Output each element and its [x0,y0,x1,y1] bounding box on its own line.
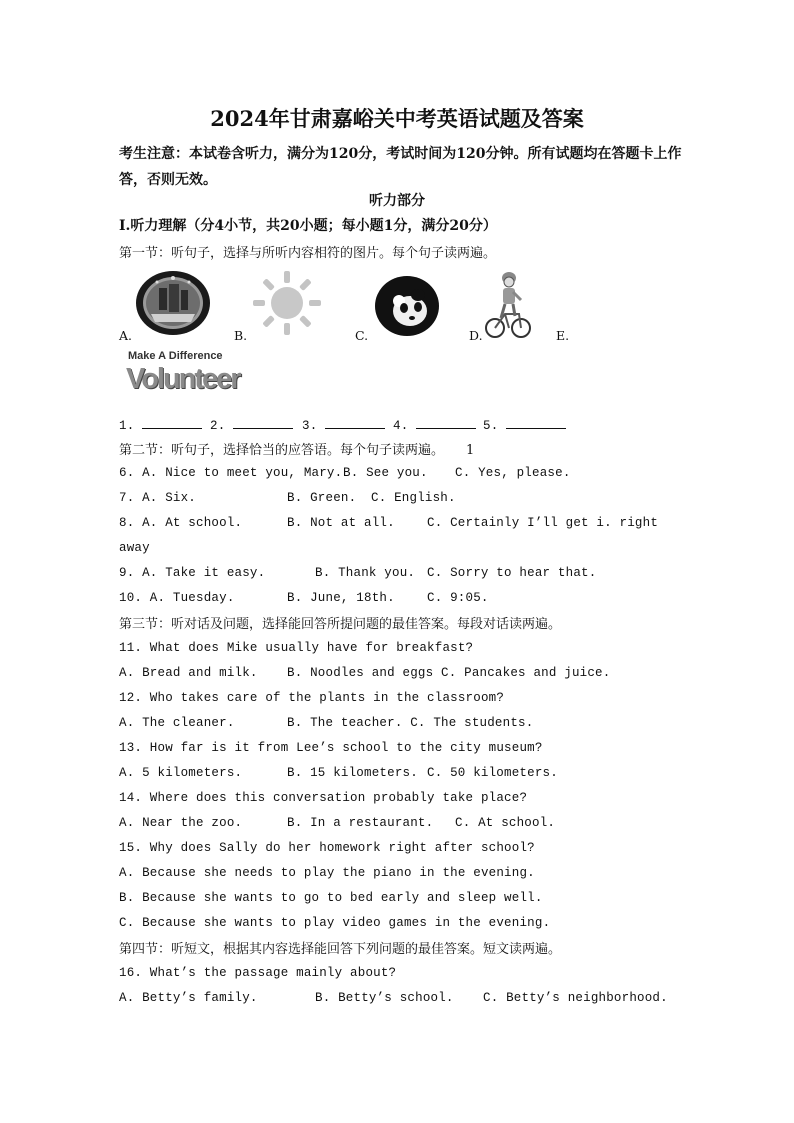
q8-option-b: B. Not at all. [287,516,395,530]
q13-option-c: C. 50 kilometers. [427,766,558,780]
q8-continuation: away [119,541,150,555]
q13-option-a: A. 5 kilometers. [119,766,243,780]
part1-heading: Ⅰ.听力理解（分4小节，共20小题；每小题1分，满分20分） [119,218,497,234]
volunteer-tagline: Make A Difference [128,350,223,362]
q13-question: 13. How far is it from Lee’s school to the city museum? [119,741,543,755]
q10-option-a: 10. A. Tuesday. [119,591,235,605]
answer-blank[interactable] [325,416,385,429]
q14-option-c: C. At school. [455,816,556,830]
q8-option-c: C. Certainly I’ll get i. right [427,516,659,530]
option-label-b: B. [234,328,248,343]
q10-option-b: B. June, 18th. [287,591,395,605]
q7-option-a: 7. A. Six. [119,491,197,505]
q6-option-b: B. See you. [343,466,428,480]
q10-option-c: C. 9:05. [427,591,489,605]
answer-blank[interactable] [233,416,293,429]
q9-option-a: 9. A. Take it easy. [119,566,266,580]
picture-c-panda [374,275,440,342]
option-label-a: A. [119,328,133,343]
picture-e-volunteer [126,350,238,404]
q15-question: 15. Why does Sally do her homework right after school? [119,841,535,855]
q12-option-bc: B. The teacher. C. The students. [287,716,534,730]
q14-question: 14. Where does this conversation probably take place? [119,791,528,805]
s2-stray-mark: 1 [466,443,475,458]
blank-label: 5. [483,419,499,433]
q14-option-a: A. Near the zoo. [119,816,243,830]
s1-instruction: 第一节：听句子，选择与所听内容相符的图片。每个句子读两遍。 [119,246,497,261]
answer-blank[interactable] [142,416,202,429]
picture-b-sun [252,270,322,341]
blank-label: 2. [210,419,226,433]
blank-label: 3. [302,419,318,433]
q11-option-a: A. Bread and milk. [119,666,258,680]
option-label-e: E. [556,328,570,343]
q15-option-c: C. Because she wants to play video games in the evening. [119,916,551,930]
notice-line-1: 考生注意：本试卷含听力，满分为120分，考试时间为120分钟。所有试题均在答题卡上作 [119,146,682,162]
q16-question: 16. What’s the passage mainly about? [119,966,397,980]
q15-option-a: A. Because she needs to play the piano in the evening. [119,866,535,880]
s3-instruction: 第三节：听对话及问题，选择能回答所提问题的最佳答案。每段对话读两遍。 [119,617,562,632]
option-label-c: C. [355,328,369,343]
q16-option-c: C. Betty’s neighborhood. [483,991,668,1005]
q7-option-c: C. English. [371,491,456,505]
q12-option-a: A. The cleaner. [119,716,235,730]
page-title: 2024年甘肃嘉峪关中考英语试题及答案 [210,106,584,131]
answer-blank[interactable] [506,416,566,429]
answer-blank[interactable] [416,416,476,429]
q8-option-a: 8. A. At school. [119,516,243,530]
blank-label: 1. [119,419,135,433]
s2-instruction [119,439,474,458]
q16-option-a: A. Betty’s family. [119,991,258,1005]
q6-option-c: C. Yes, please. [455,466,571,480]
picture-a-seal [135,270,211,341]
blank-label: 4. [393,419,409,433]
notice-line-2: 答，否则无效。 [119,172,217,188]
q11-option-bc: B. Noodles and eggs C. Pancakes and juice. [287,666,611,680]
volunteer-word: Volunteer [126,363,240,395]
q9-option-b: B. Thank you. [315,566,416,580]
s2-instruction-text: 第二节：听句子，选择恰当的应答语。每个句子读两遍。 [119,443,445,458]
q12-question: 12. Who takes care of the plants in the classroom? [119,691,505,705]
option-label-d: D. [469,328,483,343]
s4-instruction: 第四节：听短文，根据其内容选择能回答下列问题的最佳答案。短文读两遍。 [119,942,562,957]
q11-question: 11. What does Mike usually have for breakfast? [119,641,474,655]
q6-option-a: 6. A. Nice to meet you, Mary. [119,466,343,480]
picture-d-bicycle [485,270,531,345]
q14-option-b: B. In a restaurant. [287,816,434,830]
q13-option-b: B. 15 kilometers. [287,766,418,780]
section-heading: 听力部分 [369,193,425,209]
q16-option-b: B. Betty’s school. [315,991,454,1005]
q9-option-c: C. Sorry to hear that. [427,566,597,580]
q7-option-b: B. Green. [287,491,357,505]
q15-option-b: B. Because she wants to go to bed early and sleep well. [119,891,543,905]
